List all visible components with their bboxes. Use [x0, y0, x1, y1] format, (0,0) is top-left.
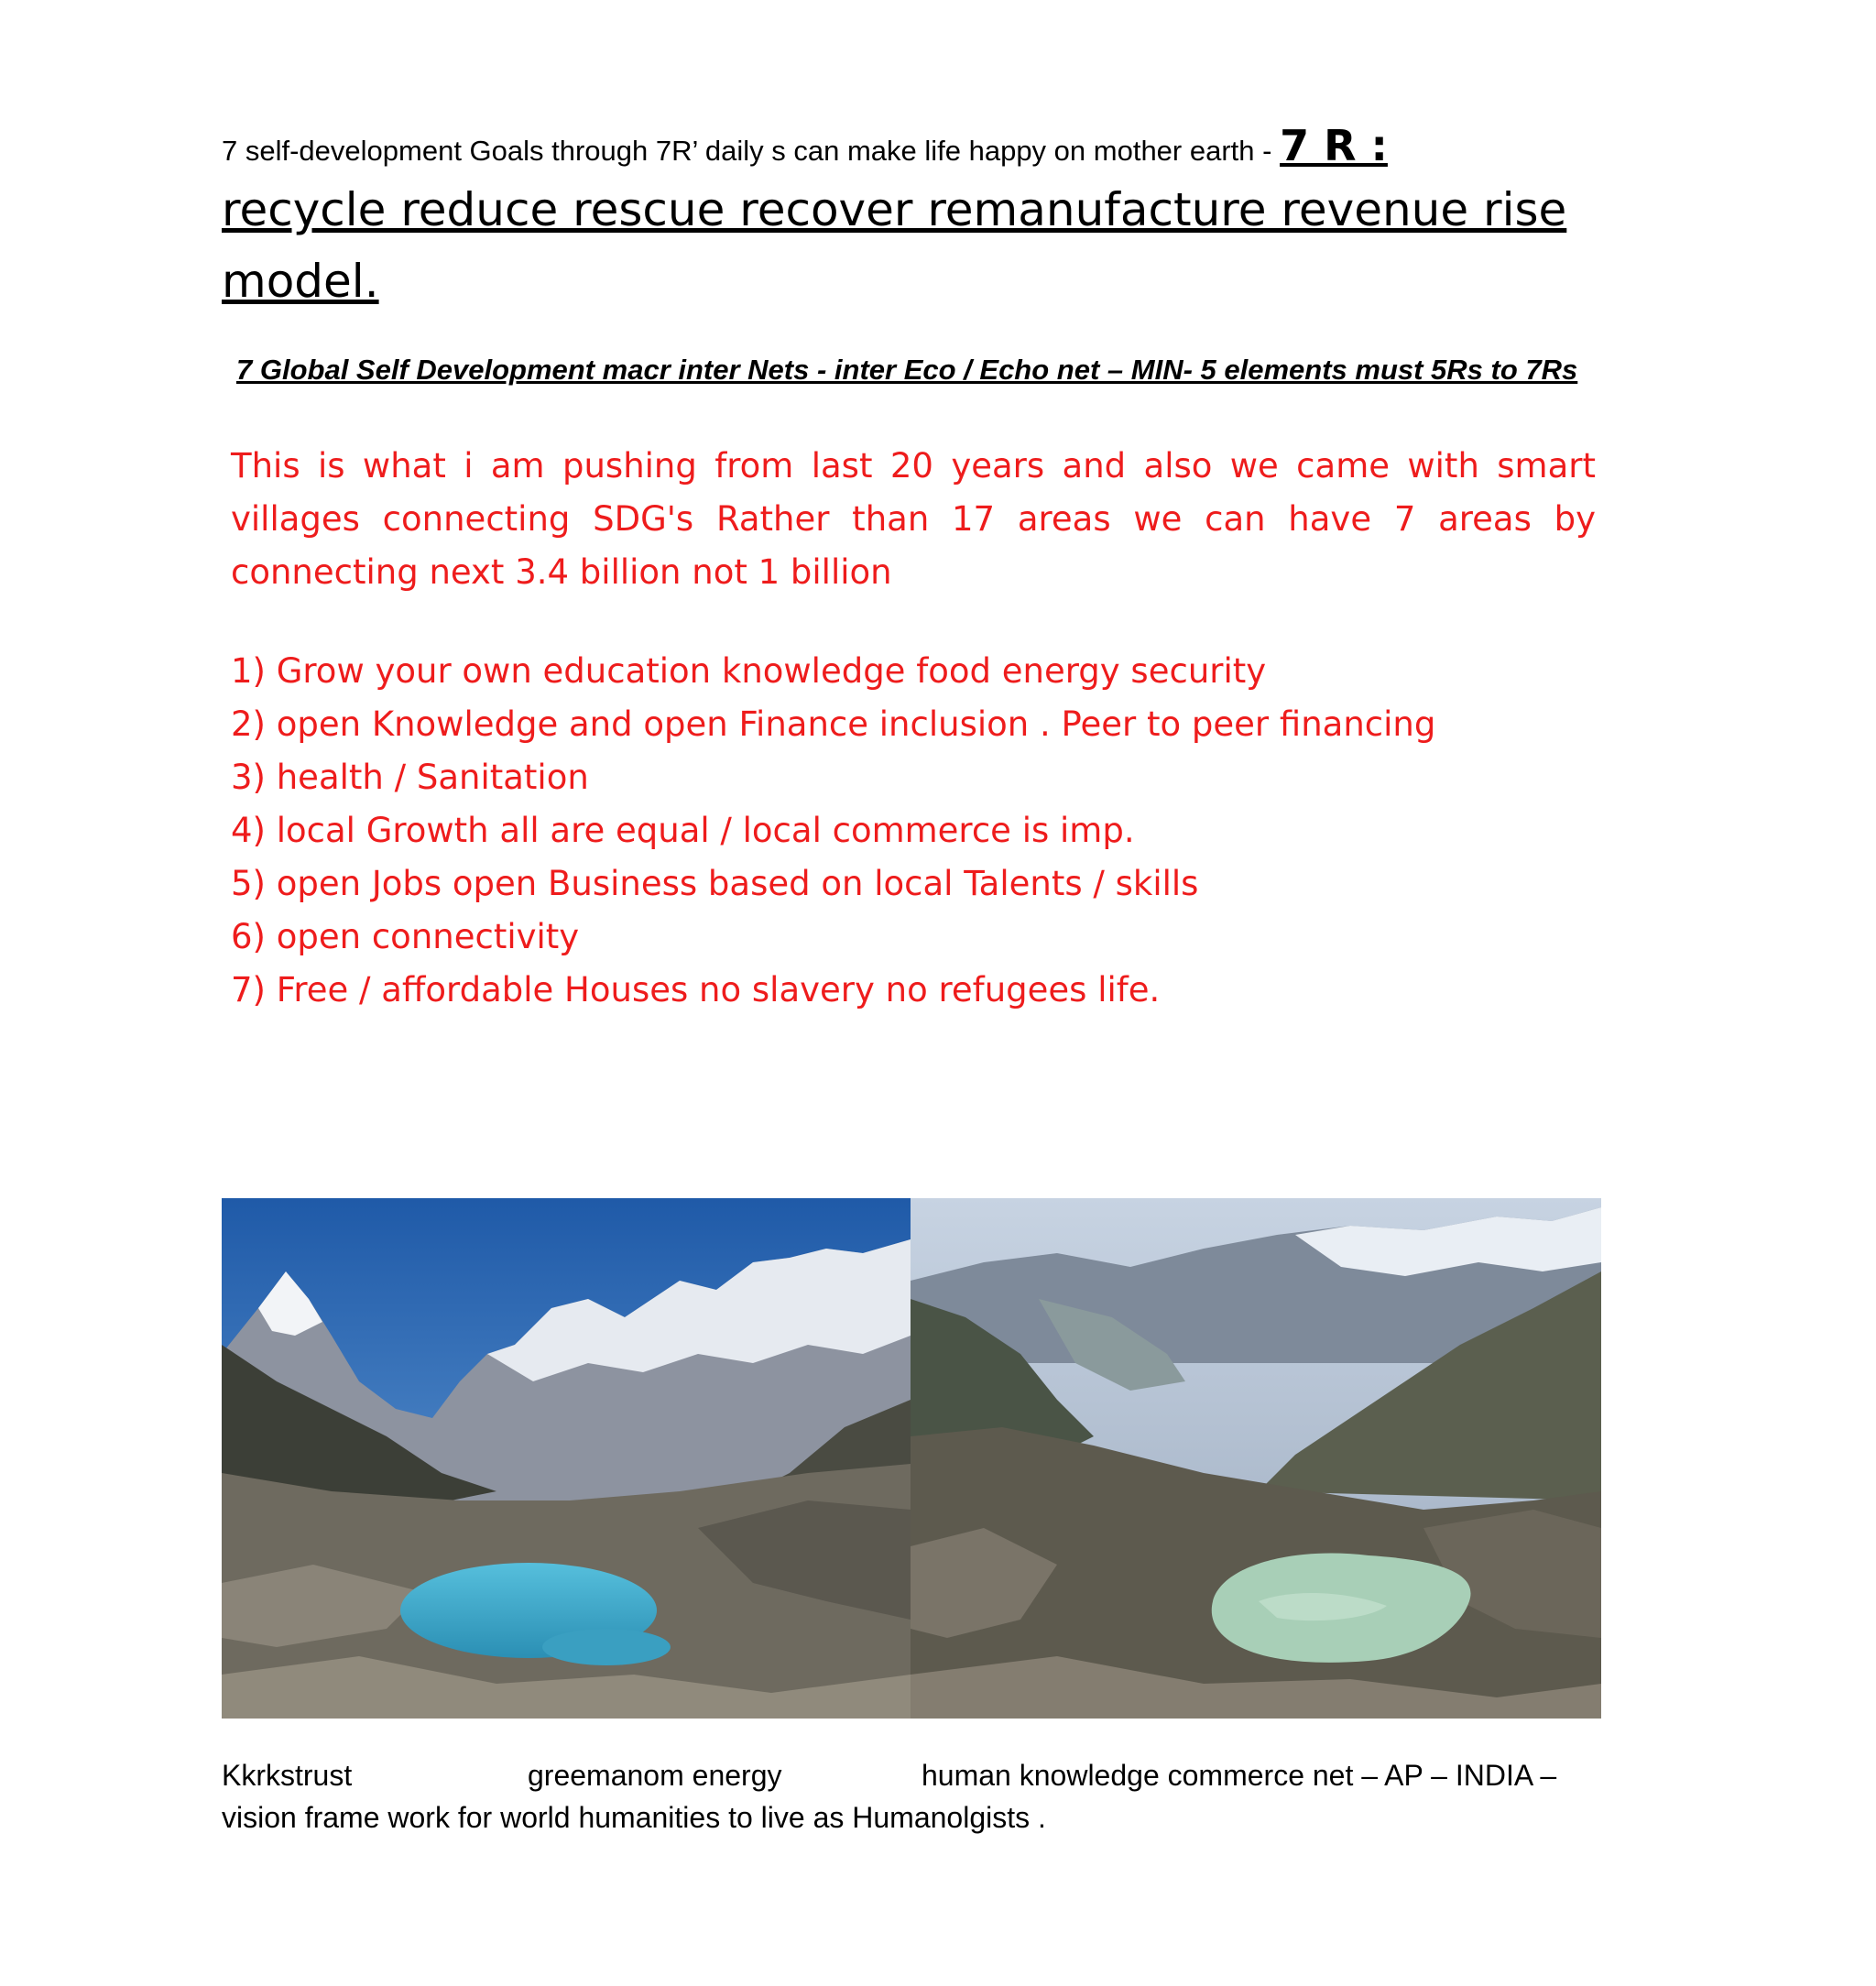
caption-trust-name: Kkrkstrust — [222, 1759, 353, 1792]
title-line-1 — [222, 121, 1687, 170]
mountain-lake-photo-left — [222, 1198, 911, 1719]
goals-list — [231, 645, 1596, 1017]
goal-item: 2) open Knowledge and open Finance inclusion . Peer to peer financing — [231, 704, 1436, 744]
subtitle: 7 Global Self Development macr inter Nets - inter Eco / Echo net – MIN- 5 elements must 5Rs to 7Rs — [236, 354, 1578, 386]
photo-caption — [222, 1754, 1614, 1839]
goal-item: 7) Free / affordable Houses no slavery no refugees life. — [231, 970, 1161, 1009]
goal-item: 1) Grow your own education knowledge food energy security — [231, 651, 1267, 691]
goal-item: 5) open Jobs open Business based on local Talents / skills — [231, 864, 1199, 903]
goal-item: 3) health / Sanitation — [231, 758, 589, 797]
photo-strip — [222, 1198, 1601, 1719]
caption-row-2: vision frame work for world humanities to live as Humanolgists . — [222, 1801, 1046, 1834]
intro-paragraph: This is what i am pushing from last 20 years and also we came with smart villages connecting SDG's Rather than 17 areas we can have 7 areas by connecting next 3.4 billion not 1 billion — [231, 446, 1596, 592]
title-7r-label: 7 R : — [1280, 121, 1388, 170]
goal-item: 6) open connectivity — [231, 917, 580, 956]
red-text-block — [231, 440, 1596, 1017]
caption-energy-name: greemanom energy — [528, 1759, 782, 1792]
title-7r-model: recycle reduce rescue recover remanufacture revenue rise model. — [222, 183, 1567, 308]
mountain-lake-photo-right — [911, 1198, 1601, 1719]
caption-net-name: human knowledge commerce net – AP – INDIA – — [922, 1759, 1557, 1792]
goal-item: 4) local Growth all are equal / local commerce is imp. — [231, 811, 1135, 850]
caption-row-1 — [222, 1754, 1614, 1796]
title-intro-text: 7 self-development Goals through 7R’ daily s can make life happy on mother earth - — [222, 135, 1281, 167]
